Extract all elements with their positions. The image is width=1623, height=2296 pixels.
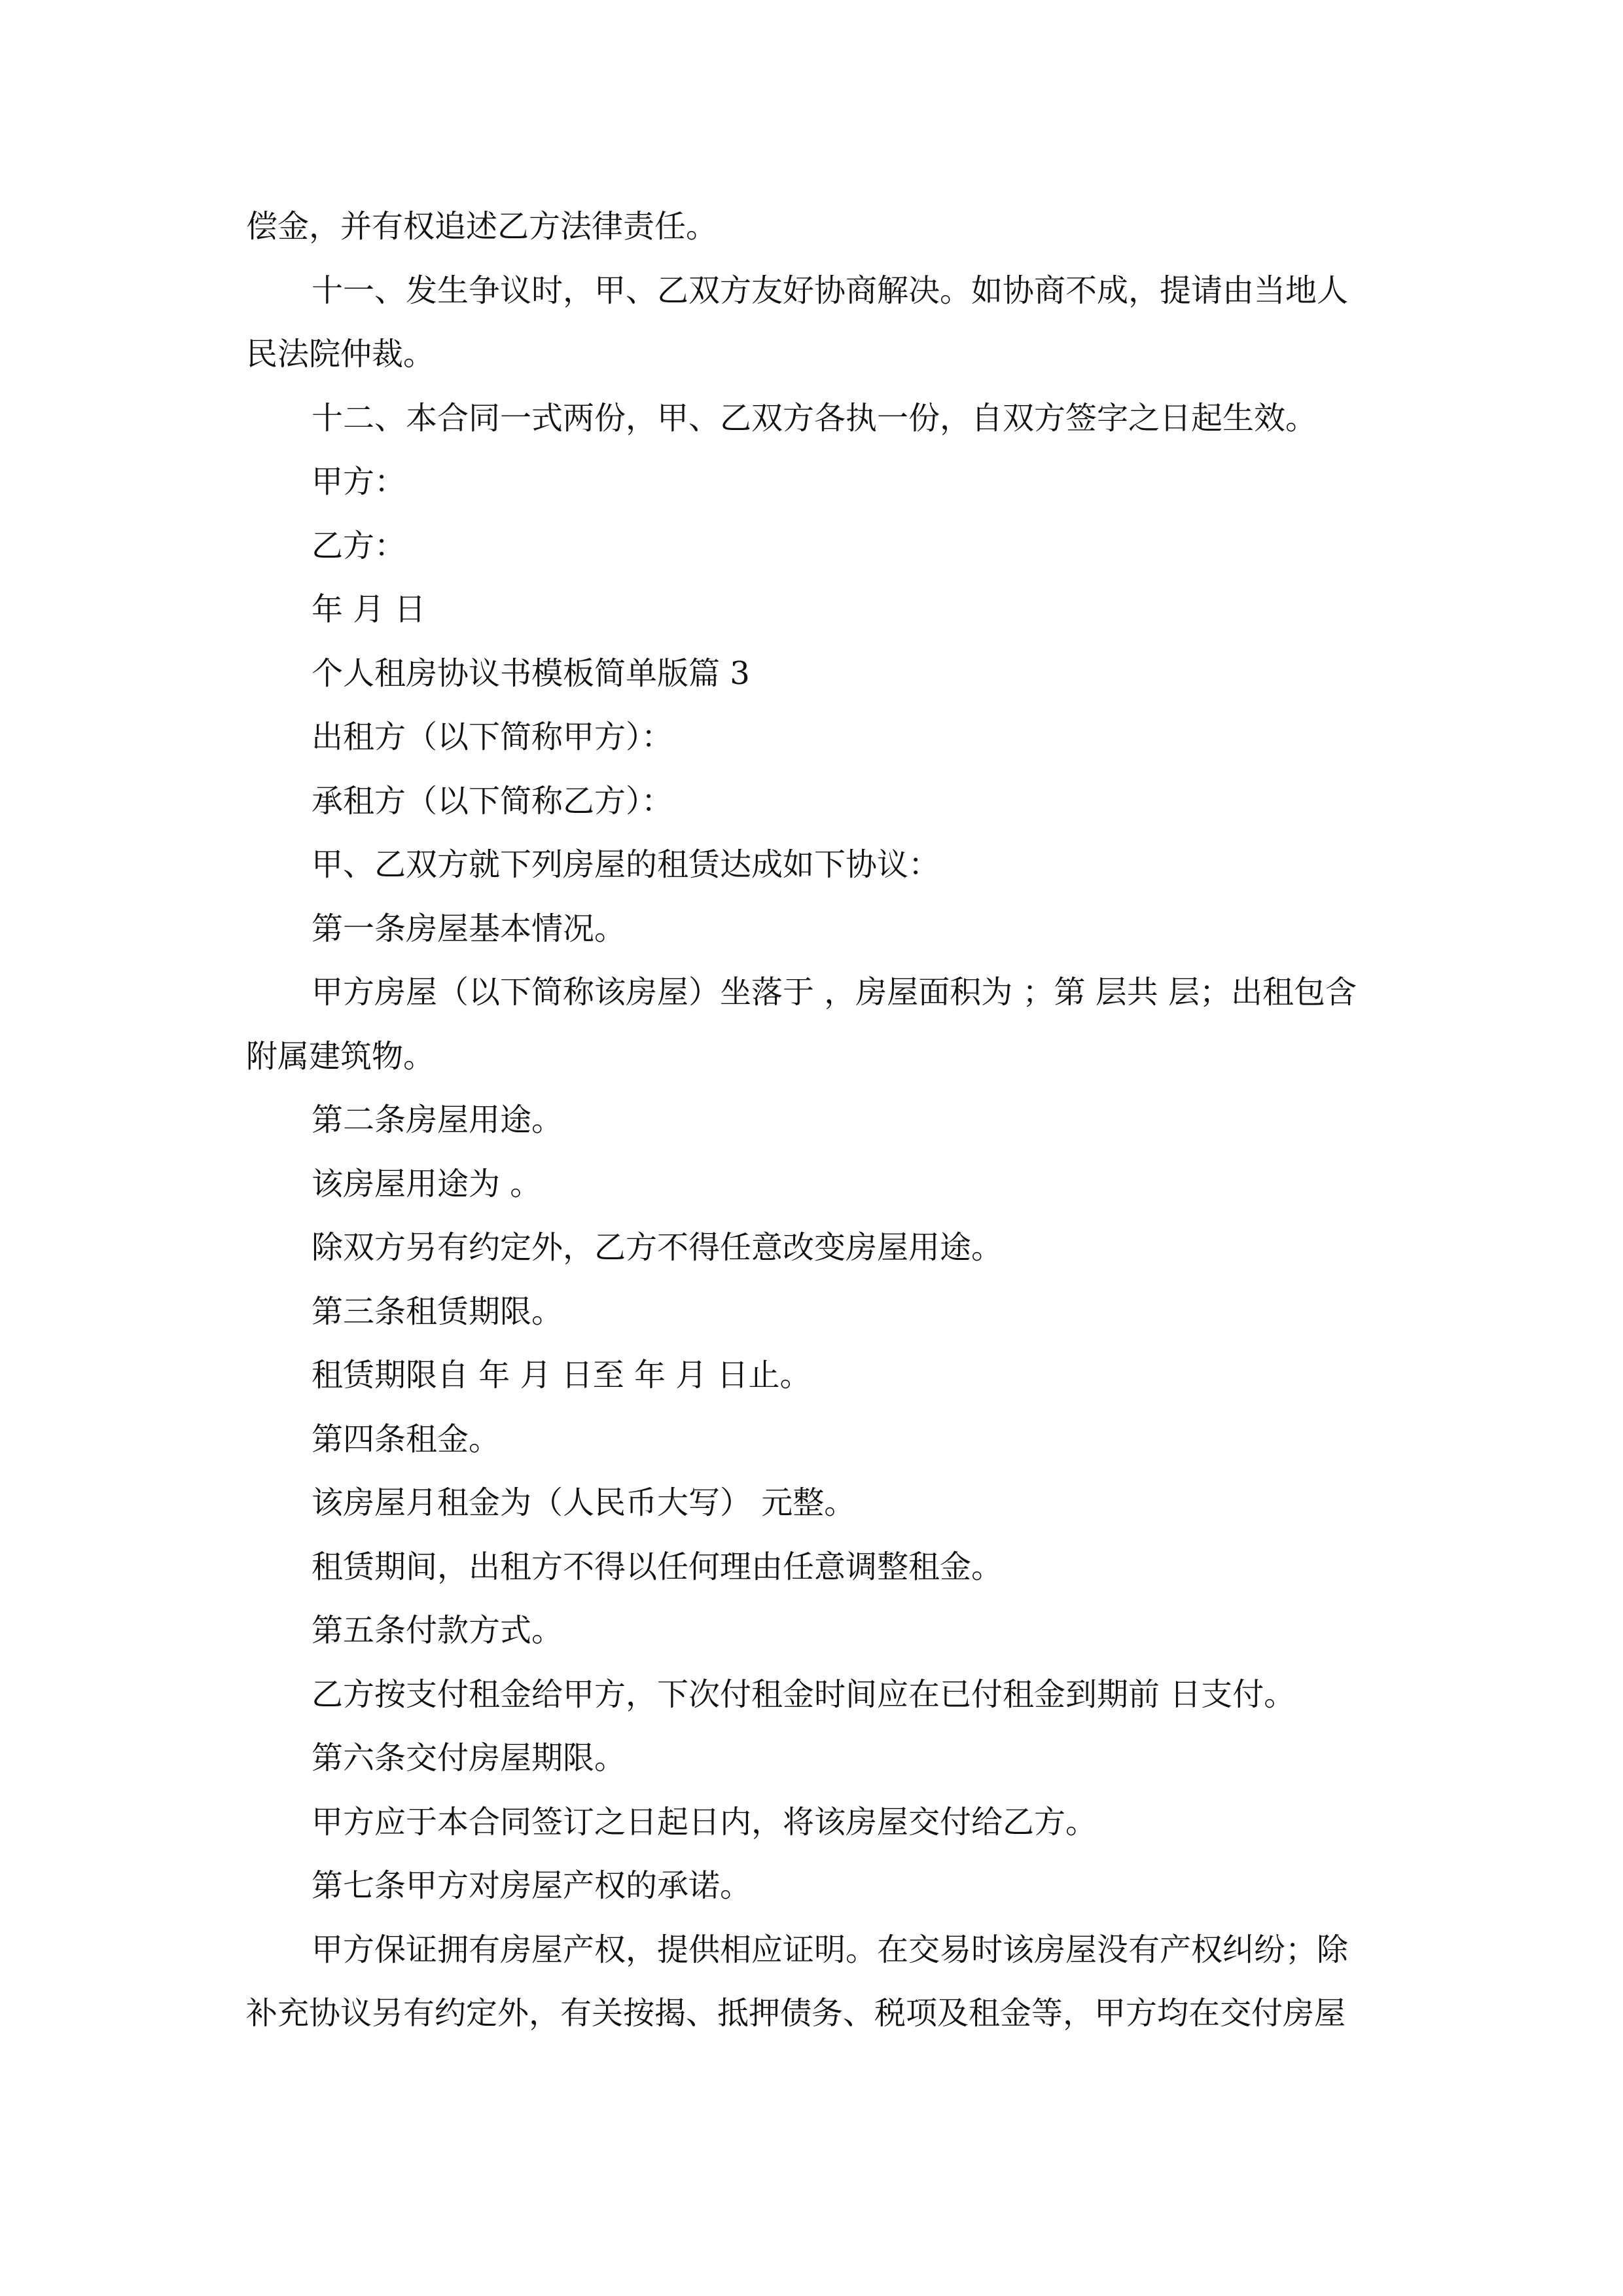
paragraph-compensation-continuation: 偿金，并有权追述乙方法律责任。: [246, 208, 718, 245]
paragraph-clause-11-dispute: 十一、发生争议时，甲、乙双方友好协商解决。如协商不成，提请由当地人民法院仲裁。: [246, 272, 1349, 372]
document-body: [246, 195, 1377, 2046]
article-2-body-restriction: 除双方另有约定外，乙方不得任意改变房屋用途。: [312, 1229, 1003, 1266]
signature-party-a: 甲方：: [312, 463, 406, 500]
lessee-line: 承租方（以下简称乙方）：: [312, 782, 673, 819]
article-2-body-usage: 该房屋用途为 。: [312, 1165, 542, 1202]
article-1-heading: 第一条房屋基本情况。: [312, 910, 626, 947]
agreement-intro: 甲、乙双方就下列房屋的租赁达成如下协议：: [312, 846, 940, 883]
signature-date: 年 月 日: [312, 591, 426, 628]
signature-party-b: 乙方：: [312, 527, 406, 564]
article-6-body: 甲方应于本合同签订之日起日内，将该房屋交付给乙方。: [312, 1803, 1097, 1840]
article-2-heading: 第二条房屋用途。: [312, 1102, 563, 1138]
article-7-body: 甲方保证拥有房屋产权，提供相应证明。在交易时该房屋没有产权纠纷；除补充协议另有约定外，有关按揭、抵押债务、税项及租金等，甲方均在交付房屋: [246, 1931, 1349, 2032]
article-3-body: 租赁期限自 年 月 日至 年 月 日止。: [312, 1357, 812, 1393]
article-4-body-adjustment: 租赁期间，出租方不得以任何理由任意调整租金。: [312, 1548, 1003, 1585]
article-5-heading: 第五条付款方式。: [312, 1612, 563, 1649]
article-1-body: 甲方房屋（以下简称该房屋）坐落于 ，房屋面积为 ；第 层共 层；出租包含附属建筑物。: [246, 974, 1357, 1075]
article-6-heading: 第六条交付房屋期限。: [312, 1740, 626, 1776]
article-4-body-amount: 该房屋月租金为（人民币大写） 元整。: [312, 1484, 856, 1521]
section-title: 个人租房协议书模板简单版篇 3: [312, 655, 750, 692]
paragraph-clause-12-copies: 十二、本合同一式两份，甲、乙双方各执一份，自双方签字之日起生效。: [312, 399, 1317, 437]
article-5-body: 乙方按支付租金给甲方，下次付租金时间应在已付租金到期前 日支付。: [312, 1676, 1296, 1713]
article-3-heading: 第三条租赁期限。: [312, 1293, 563, 1330]
article-4-heading: 第四条租金。: [312, 1420, 501, 1458]
lessor-line: 出租方（以下简称甲方）：: [312, 719, 673, 755]
article-7-heading: 第七条甲方对房屋产权的承诺。: [312, 1867, 752, 1904]
